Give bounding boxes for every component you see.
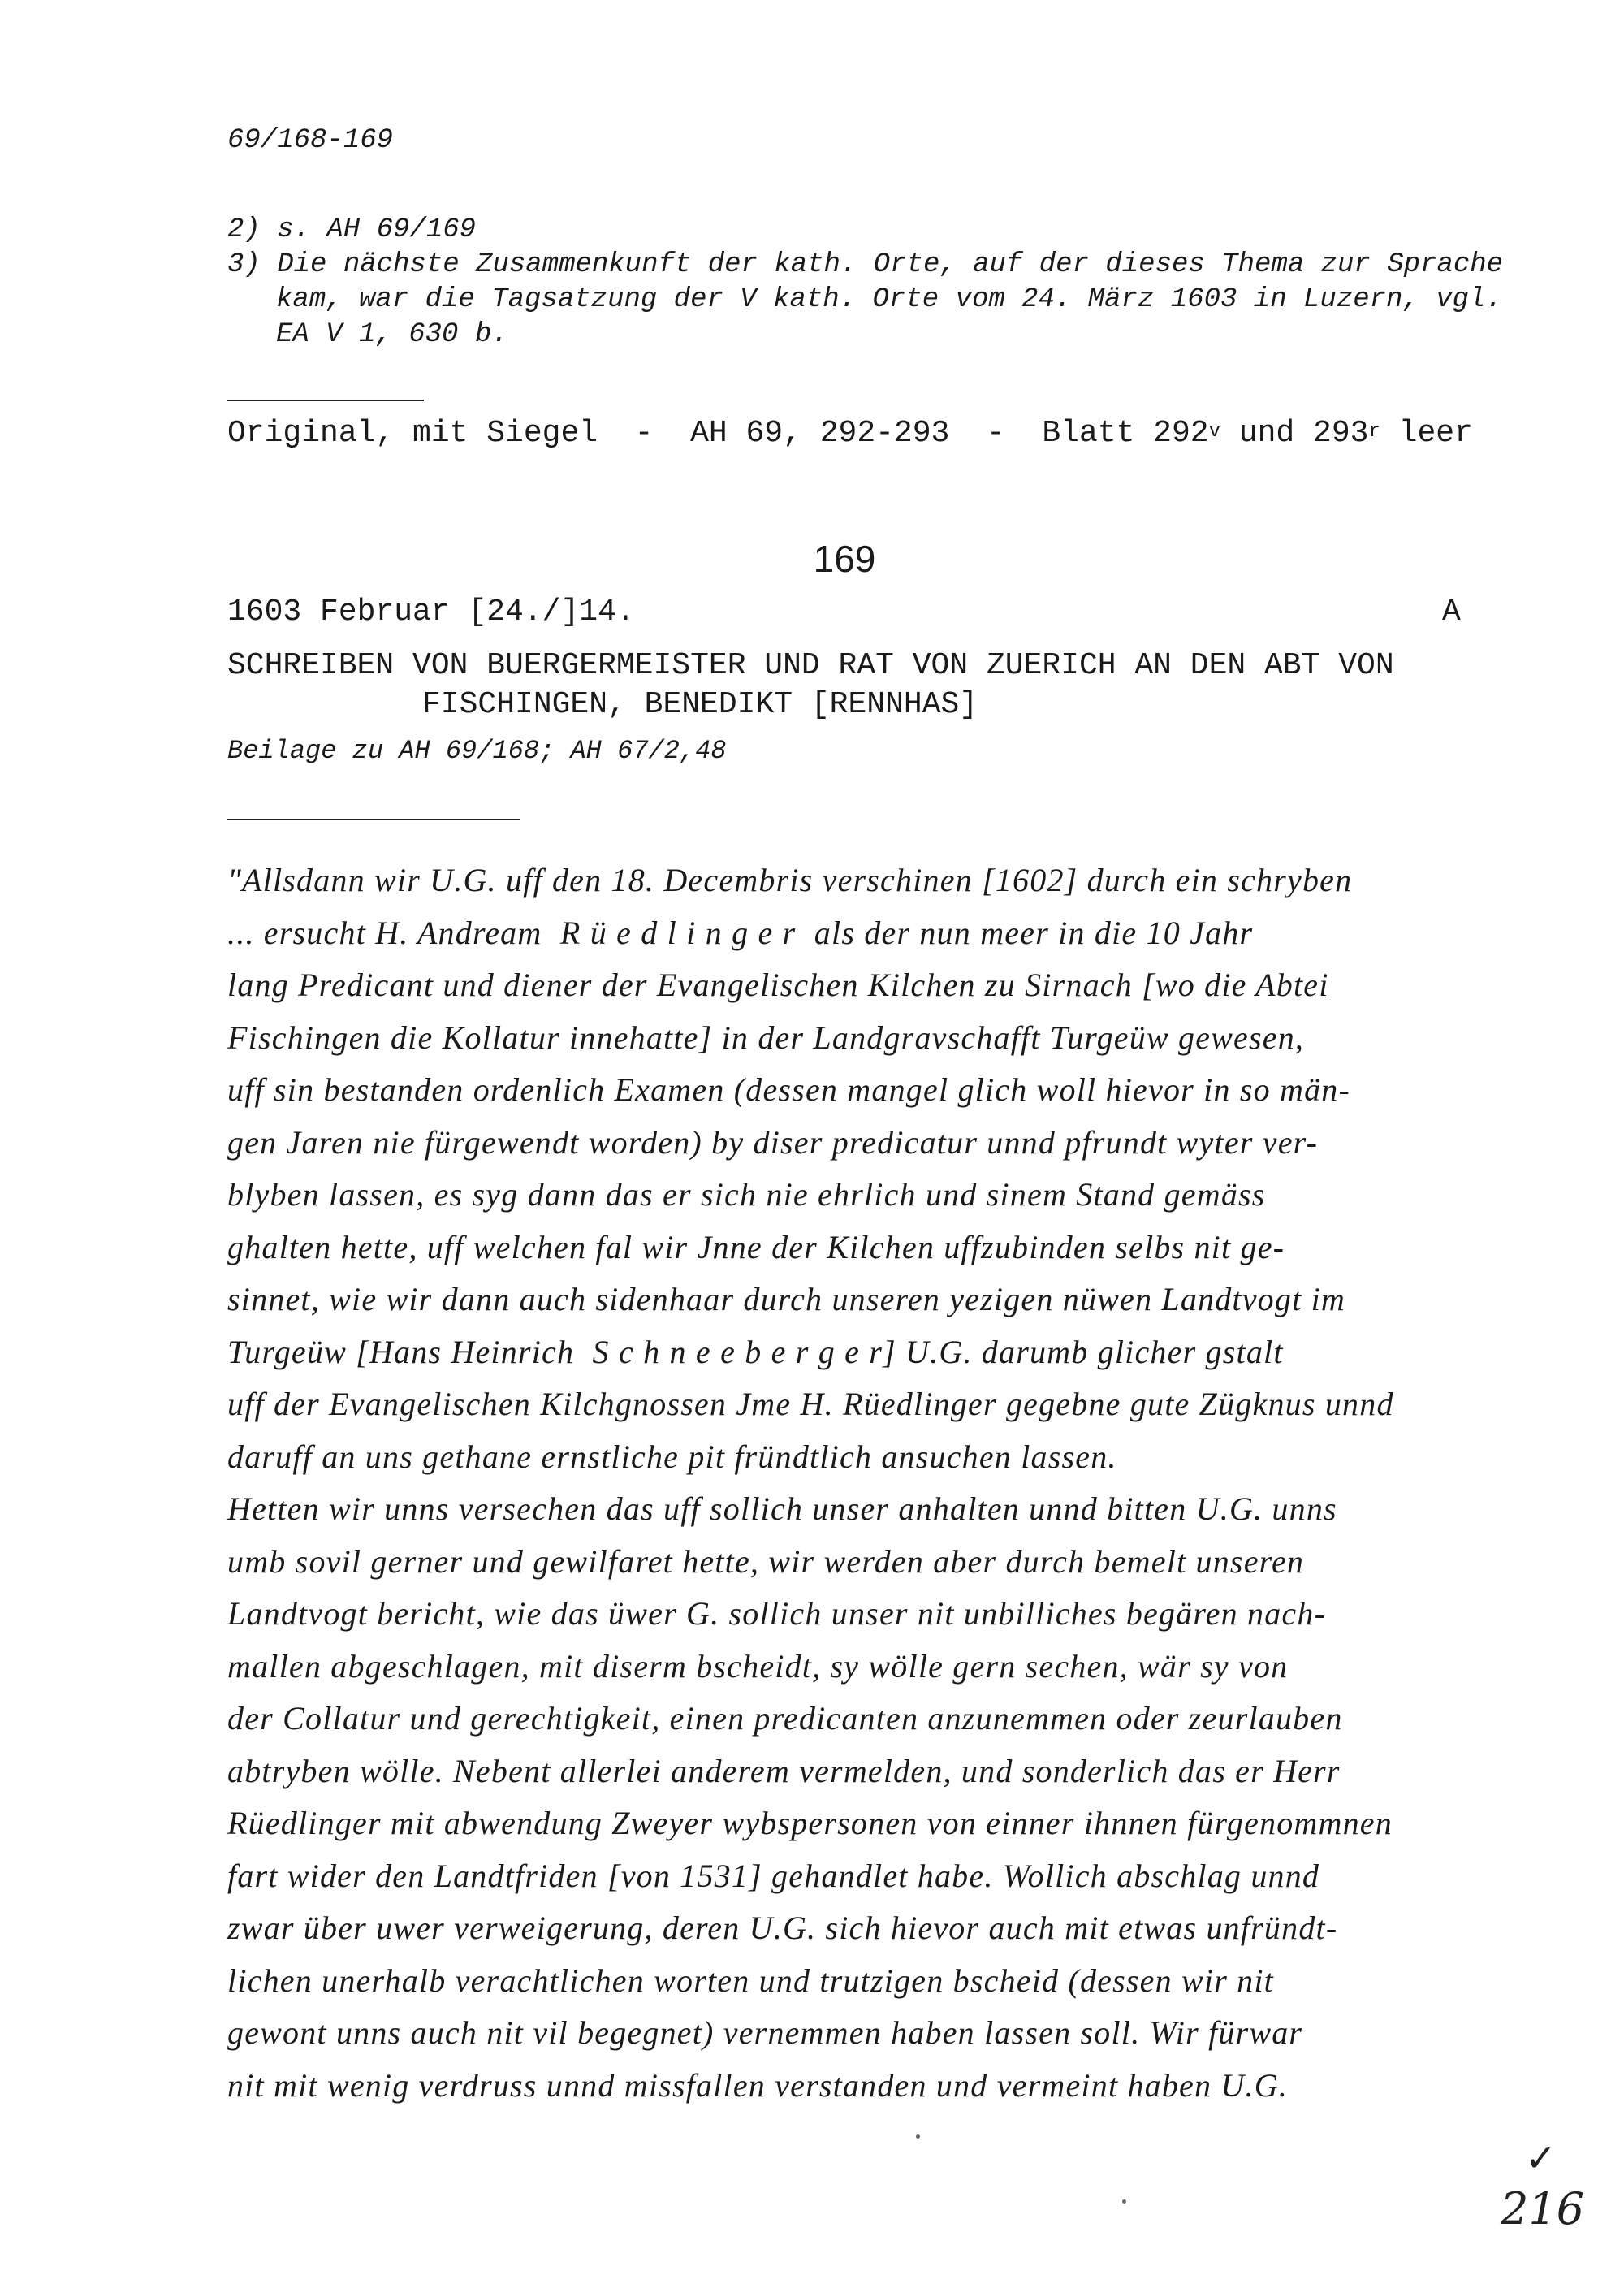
body-line: umb sovil gerner und gewilfaret hette, wir werden aber durch bemelt unseren <box>227 1542 1305 1580</box>
body-line: uff sin bestanden ordenlich Examen (dessen mangel glich woll hievor in so män- <box>227 1071 1351 1108</box>
scan-speck <box>916 2134 920 2139</box>
source-note: Original, mit Siegel - AH 69, 292-293 - Blatt 292$^v$ und 293$^r$ leer <box>227 416 1473 451</box>
body-line: gen Jaren nie fürgewendt worden) by diser predicatur unnd pfrundt wyter ver- <box>227 1123 1319 1161</box>
body-line: fart wider den Landtfriden [von 1531] gehandlet habe. Wollich abschlag unnd <box>227 1857 1320 1894</box>
recto-superscript: r <box>1368 421 1380 443</box>
handwritten-folio-number: 216 <box>1501 2183 1585 2234</box>
body-line: daruff an uns gethane ernstliche pit fründtlich ansuchen lassen. <box>227 1438 1117 1475</box>
body-line: blyben lassen, es syg dann das er sich nie ehrlich und sinem Stand gemäss <box>227 1176 1266 1213</box>
body-line: abtryben wölle. Nebent allerlei anderem vermelden, und sonderlich das er Herr <box>227 1752 1341 1789</box>
body-line: Hetten wir unns versechen das uff sollich unser anhalten unnd bitten U.G. unns <box>227 1490 1337 1527</box>
verso-superscript: v <box>1208 421 1221 443</box>
body-line: zwar über uwer verweigerung, deren U.G. sich hievor auch mit etwas unfründt- <box>227 1910 1338 1946</box>
body-line: gewont unns auch nit vil begegnet) vernemmen haben lassen soll. Wir fürwar <box>227 2014 1303 2051</box>
body-line: sinnet, wie wir dann auch sidenhaar durch unseren yezigen nüwen Landtvogt im <box>227 1281 1346 1317</box>
check-mark-icon: ✓ <box>1525 2136 1557 2180</box>
body-line: lichen unerhalb verachtlichen worten und trutzigen bscheid (dessen wir nit <box>227 1961 1274 1999</box>
footnote-line: kam, war die Tagsatzung der V kath. Orte vom 24. März 1603 in Luzern, vgl. <box>276 284 1502 315</box>
document-title <box>227 647 1478 724</box>
body-line: Fischingen die Kollatur innehatte] in der Landgravschafft Turgeüw gewesen, <box>227 1019 1305 1056</box>
letter-body <box>227 854 1527 2112</box>
title-line: SCHREIBEN VON BUERGERMEISTER UND RAT VON ZUERICH AN DEN ABT VON <box>227 648 1394 683</box>
document-number: 169 <box>813 538 876 580</box>
document-siglum: A <box>1442 595 1461 629</box>
scan-speck <box>1122 2199 1126 2204</box>
title-line: FISCHINGEN, BENEDIKT [RENNHAS] <box>422 687 978 722</box>
body-line: lang Predicant und diener der Evangelischen Kilchen zu Sirnach [wo die Abtei <box>227 967 1329 1003</box>
body-line: nit mit wenig verdruss unnd missfallen verstanden und vermeint haben U.G. <box>227 2066 1288 2104</box>
footnote-2 <box>227 213 476 248</box>
document-date: 1603 Februar [24./]14. <box>227 595 635 629</box>
body-line: Landtvogt bericht, wie das üwer G. sollich unser nit unbilliches begären nach- <box>227 1595 1327 1632</box>
footnote-3 <box>227 248 1503 352</box>
footnote-line: 2) s. AH 69/169 <box>227 214 477 245</box>
footnote-line: 3) Die nächste Zusammenkunft der kath. Orte, auf der dieses Thema zur Sprache <box>227 249 1504 280</box>
body-line: Turgeüw [Hans Heinrich S c h n e e b e r g e r] U.G. darumb glicher gstalt <box>227 1333 1284 1370</box>
section-divider <box>227 819 520 820</box>
body-line: "Allsdann wir U.G. uff den 18. Decembris verschinen [1602] durch ein schryben <box>227 862 1353 898</box>
body-line: mallen abgeschlagen, mit diserm bscheidt, sy wölle gern sechen, wär sy von <box>227 1647 1289 1685</box>
body-line: der Collatur und gerechtigkeit, einen predicanten anzunemmen oder zeurlauben <box>227 1700 1343 1737</box>
footnote-divider <box>227 400 424 401</box>
supplement-note: Beilage zu AH 69/168; AH 67/2,48 <box>227 736 727 766</box>
body-line: uff der Evangelischen Kilchgnossen Jme H. Rüedlinger gegebne gute Zügknus unnd <box>227 1386 1394 1422</box>
body-line: ... ersucht H. Andream R ü e d l i n g e r als der nun meer in die 10 Jahr <box>227 914 1254 951</box>
body-line: Rüedlinger mit abwendung Zweyer wybspersonen von einner ihnnen fürgenommnen <box>227 1805 1393 1841</box>
body-line: ghalten hette, uff welchen fal wir Jnne der Kilchen uffzubinden selbs nit ge- <box>227 1228 1285 1265</box>
footnote-line: EA V 1, 630 b. <box>276 319 508 350</box>
page-reference: 69/168-169 <box>227 125 394 156</box>
